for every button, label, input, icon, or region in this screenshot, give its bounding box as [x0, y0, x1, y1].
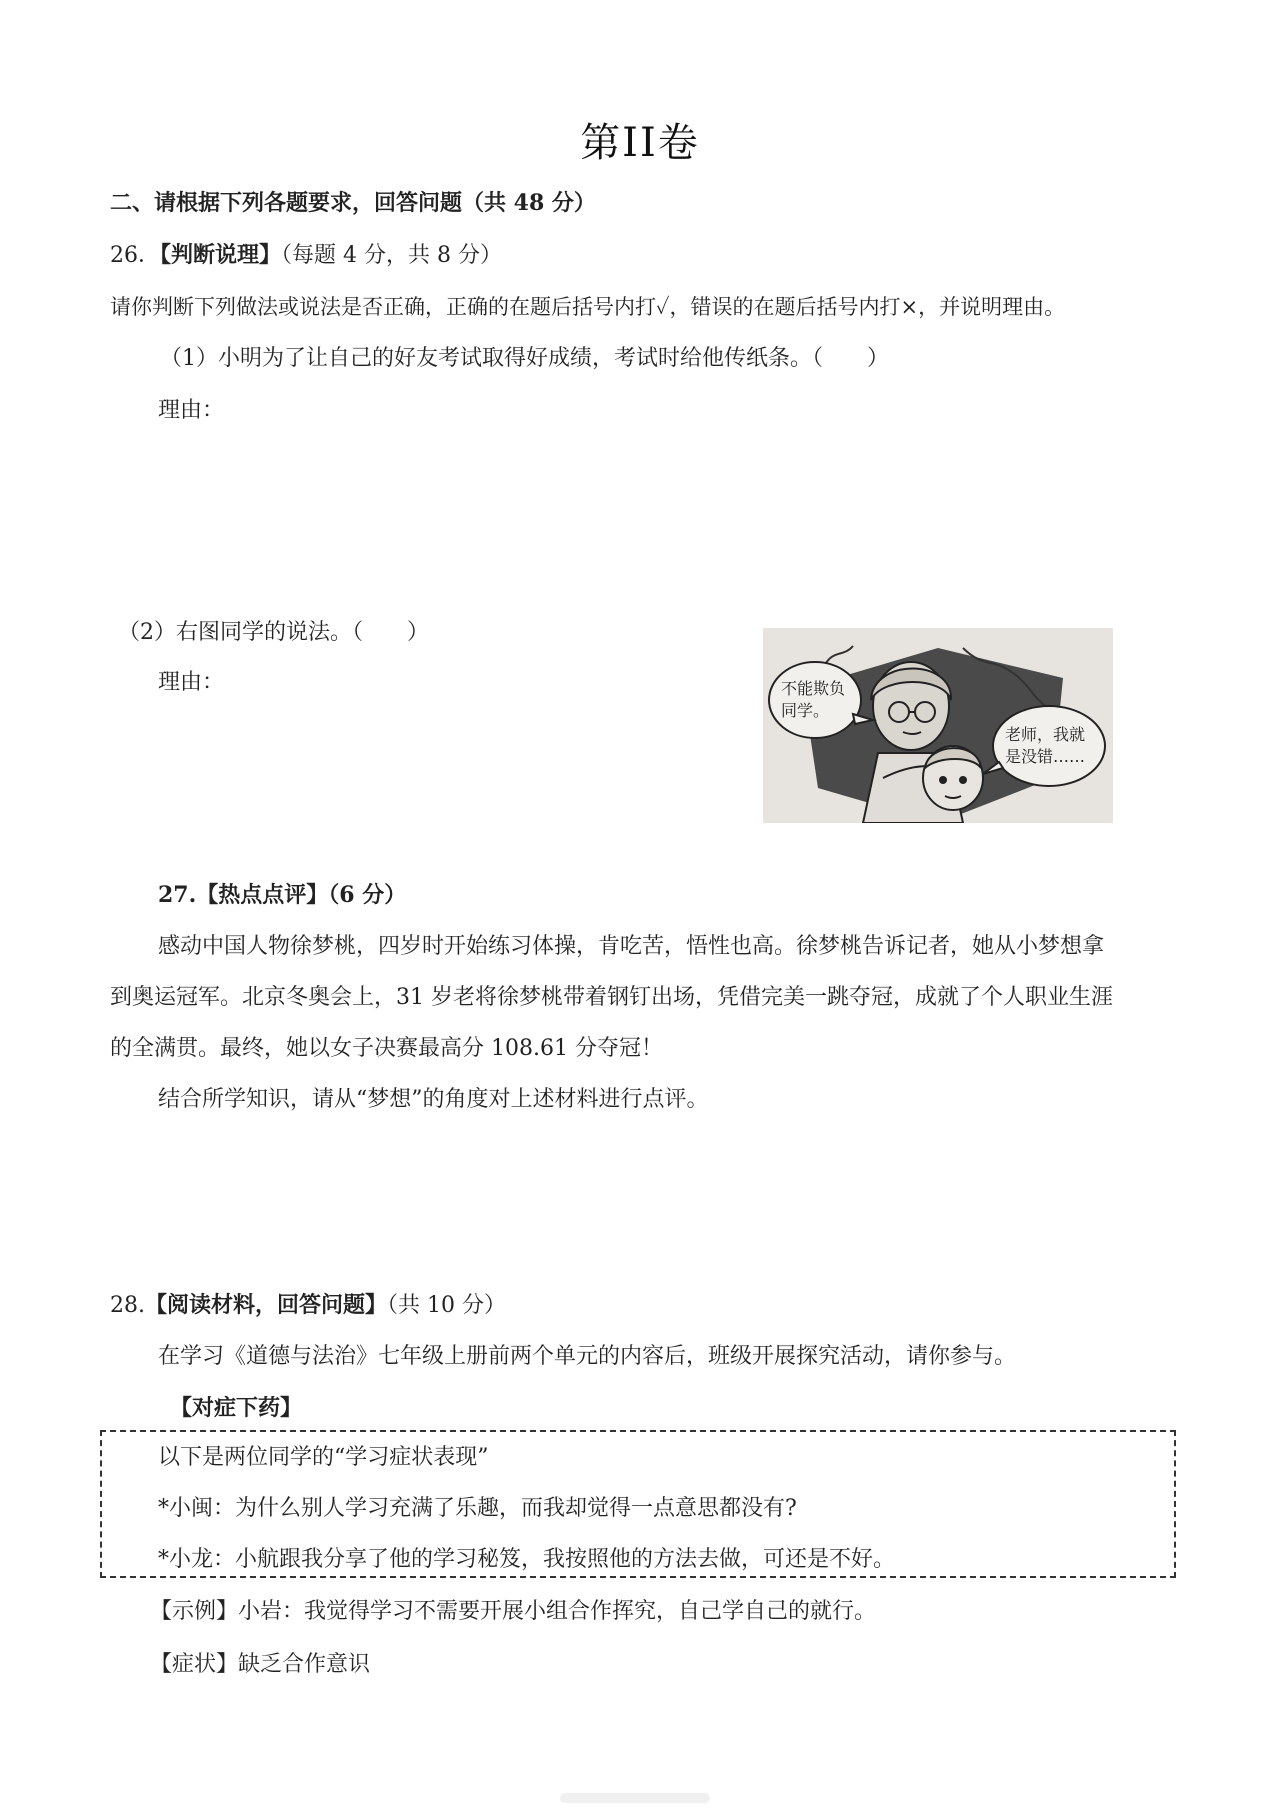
q28-points: （共 10 分）: [387, 1293, 506, 1318]
q26-number: 26．: [110, 243, 160, 268]
box-line-2: *小闽：为什么别人学习充满了乐趣，而我却觉得一点意思都没有?: [158, 1496, 797, 1521]
q27-prompt: 结合所学知识，请从“梦想”的角度对上述材料进行点评。: [158, 1087, 709, 1112]
q26-points: （每题 4 分，共 8 分）: [281, 243, 502, 268]
page-title: 第II卷: [580, 120, 700, 166]
q28-symptom: 【症状】缺乏合作意识: [150, 1652, 371, 1677]
q28-subsection: 【对症下药】: [170, 1395, 303, 1421]
page-indicator: [560, 1793, 710, 1803]
q27-heading: 27.【热点点评】（6 分）: [158, 882, 407, 908]
q26-reason-1-label: 理由：: [158, 398, 225, 423]
section-header: 二、请根据下列各题要求，回答问题（共 48 分）: [110, 190, 596, 216]
bubble-left-line-2: 同学。: [781, 701, 830, 720]
q28-example: 【示例】小岩：我觉得学习不需要开展小组合作挥究，自己学自己的就行。: [150, 1599, 877, 1624]
q26-item-2: （2）右图同学的说法。（ ）: [118, 620, 429, 645]
q26-reason-2-label: 理由：: [158, 670, 225, 695]
box-line-3: *小龙：小航跟我分享了他的学习秘笈，我按照他的方法去做，可还是不好。: [158, 1547, 896, 1572]
bubble-right-line-2: 是没错……: [1005, 747, 1086, 766]
q28-intro: 在学习《道德与法治》七年级上册前两个单元的内容后，班级开展探究活动，请你参与。: [158, 1344, 1017, 1369]
q26-tag: 【判断说理】: [160, 242, 282, 268]
q26-item-1: （1）小明为了让自己的好友考试取得好成绩，考试时给他传纸条。（ ）: [160, 346, 889, 371]
bubble-left-line-1: 不能欺负: [781, 679, 846, 698]
q27-para-line-3: 的全满贯。最终，她以女子决赛最高分 108.61 分夺冠！: [110, 1036, 663, 1061]
q26-instruction: 请你判断下列做法或说法是否正确，正确的在题后括号内打✓，错误的在题后括号内打×，并说明理由。: [110, 295, 1066, 319]
q26-heading: [110, 240, 502, 271]
q28-number: 28.: [110, 1293, 145, 1318]
q27-para-line-1: 感动中国人物徐梦桃，四岁时开始练习体操，肯吃苦，悟性也高。徐梦桃告诉记者，她从小梦想拿: [158, 934, 1105, 959]
bubble-right-line-1: 老师，我就: [1005, 725, 1086, 744]
box-line-1: 以下是两位同学的“学习症状表现”: [158, 1445, 489, 1470]
q28-tag: 【阅读材料，回答问题】: [145, 1292, 388, 1318]
cartoon-illustration: [763, 628, 1113, 823]
q27-para-line-2: 到奥运冠军。北京冬奥会上，31 岁老将徐梦桃带着钢钉出场，凭借完美一跳夺冠，成就了个人职业生涯: [110, 985, 1113, 1010]
q28-heading: [110, 1290, 506, 1321]
